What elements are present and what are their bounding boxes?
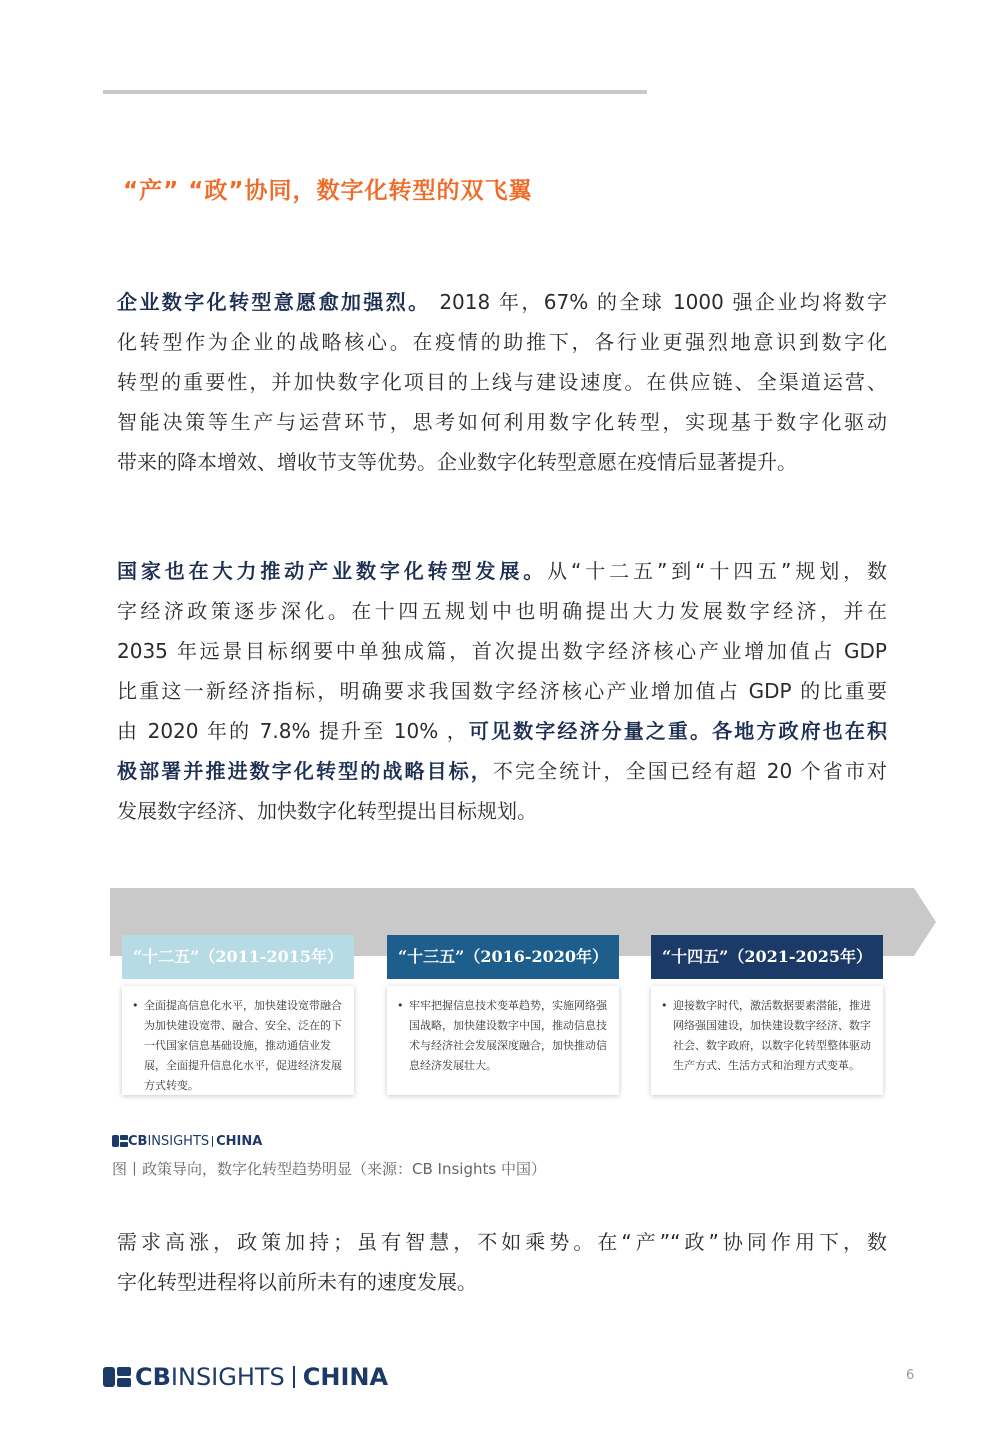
phase-body [651, 986, 883, 1095]
text-span: 2018 年，67% 的全球 1000 强企业均将数字 [430, 290, 887, 314]
paragraph-line [117, 791, 887, 831]
text-span: 字经济政策逐步深化。在十四五规划中也明确提出大力发展数字经济，并在 [117, 599, 887, 623]
logo-cb: CB [135, 1363, 171, 1391]
phase-title: “十四五”（2021-2025年） [651, 935, 883, 979]
logo-insights: INSIGHTS [170, 1363, 285, 1391]
paragraph-line [117, 1222, 887, 1262]
phase-text: • 牢牢把握信息技术变革趋势，实施网络强国战略，加快建设数字中国，推动信息技术与经济社会发展深度融合，加快推动信息经济发展壮大。 [397, 996, 609, 1076]
bold-text: 企业数字化转型意愿愈加强烈。 [117, 290, 431, 314]
phase-text: • 全面提高信息化水平，加快建设宽带融合为加快建设宽带、融合、安全、泛在的下一代国家信息基础设施，推动通信业发展，全面提升信息化水平，促进经济发展方式转变。 [132, 996, 344, 1096]
text-span: 字化转型进程将以前所未有的速度发展。 [117, 1270, 477, 1294]
section-title: “产” “政”协同，数字化转型的双飞翼 [123, 178, 533, 204]
phase-text: • 迎接数字时代，激活数据要素潜能，推进网络强国建设，加快建设数字经济、数字社会、数字政府，以数字化转型整体驱动生产方式、生活方式和治理方式变革。 [661, 996, 873, 1076]
phase-body [387, 986, 619, 1095]
paragraph-line [117, 442, 887, 482]
cb-logo-icon [103, 1367, 131, 1387]
text-span: 不完全统计，全国已经有超 20 个省市对 [492, 759, 887, 783]
paragraph-line [117, 551, 887, 591]
text-span: 由 2020 年的 7.8% 提升至 10% ， [117, 719, 469, 743]
logo-cb: CB [128, 1133, 148, 1149]
phase-14th-five-year [651, 935, 883, 1095]
text-span: 带来的降本增效、增收节支等优势。企业数字化转型意愿在疫情后显著提升。 [117, 450, 797, 474]
bold-text: 可见数字经济分量之重。各地方政府也在积 [468, 719, 888, 743]
paragraph-line [117, 402, 887, 442]
logo-china: CHINA [216, 1133, 263, 1149]
figure-logo [112, 1133, 262, 1149]
paragraph-conclusion [117, 1222, 887, 1302]
text-span: 发展数字经济、加快数字化转型提出目标规划。 [117, 799, 537, 823]
paragraph-line [117, 362, 887, 402]
cb-logo-icon [112, 1135, 128, 1147]
text-span: 比重这一新经济指标，明确要求我国数字经济核心产业增加值占 GDP 的比重要 [117, 679, 887, 703]
paragraph-demand [117, 282, 887, 482]
phase-title: “十三五”（2016-2020年） [387, 935, 619, 979]
paragraph-line [117, 671, 887, 711]
phase-title: “十二五”（2011-2015年） [122, 935, 354, 979]
text-span: 需求高涨，政策加持；虽有智慧，不如乘势。在“产”“政”协同作用下，数 [117, 1230, 887, 1254]
text-span: 从“十二五”到“十四五”规划，数 [547, 559, 888, 583]
logo-separator [212, 1136, 213, 1147]
logo-insights: INSIGHTS [147, 1133, 210, 1149]
logo-separator [293, 1366, 295, 1388]
phase-12th-five-year [122, 935, 354, 1095]
paragraph-line [117, 751, 887, 791]
text-span: 智能决策等生产与运营环节，思考如何利用数字化转型，实现基于数字化驱动 [117, 410, 887, 434]
paragraph-line [117, 282, 887, 322]
paragraph-line [117, 631, 887, 671]
footer-logo [103, 1362, 388, 1392]
paragraph-line [117, 1262, 887, 1302]
bold-text: 极部署并推进数字化转型的战略目标， [117, 759, 493, 783]
phase-body [122, 986, 354, 1095]
bold-text: 国家也在大力推动产业数字化转型发展。 [117, 559, 548, 583]
text-span: 转型的重要性，并加快数字化项目的上线与建设速度。在供应链、全渠道运营、 [117, 370, 887, 394]
page-number: 6 [906, 1368, 915, 1383]
figure-caption: 图丨政策导向，数字化转型趋势明显（来源：CB Insights 中国） [112, 1160, 546, 1178]
paragraph-line [117, 711, 887, 751]
top-rule [103, 90, 647, 94]
paragraph-line [117, 322, 887, 362]
paragraph-policy [117, 551, 887, 831]
text-span: 2035 年远景目标纲要中单独成篇，首次提出数字经济核心产业增加值占 GDP [117, 639, 887, 663]
paragraph-line [117, 591, 887, 631]
phase-13th-five-year [387, 935, 619, 1095]
logo-china: CHINA [302, 1363, 389, 1391]
text-span: 化转型作为企业的战略核心。在疫情的助推下，各行业更强烈地意识到数字化 [117, 330, 887, 354]
